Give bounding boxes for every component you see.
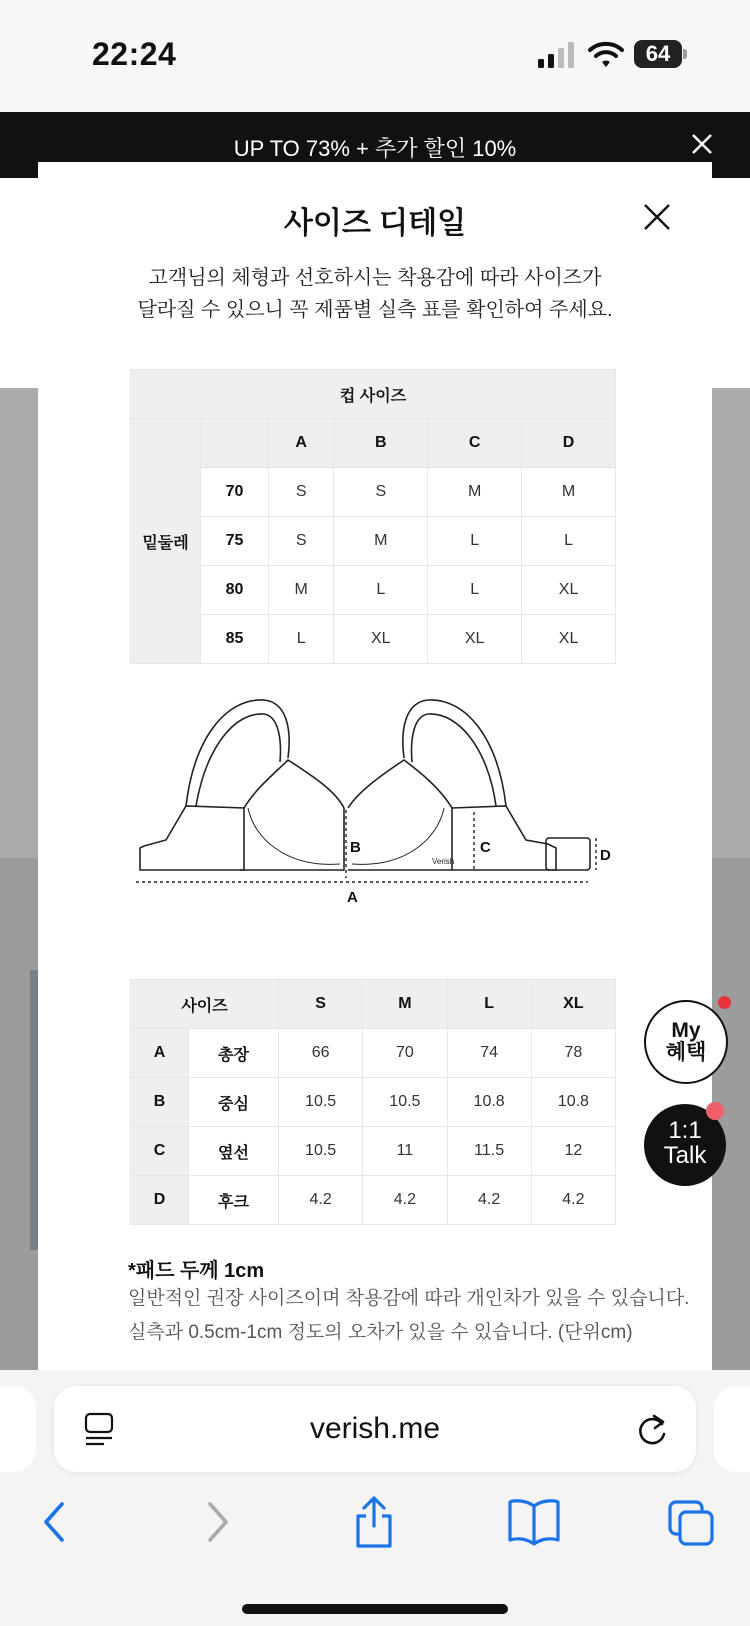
next-tab-edge[interactable] <box>714 1386 750 1472</box>
band-value: 80 <box>201 566 269 615</box>
size-cell: L <box>269 615 334 664</box>
status-time: 22:24 <box>92 36 177 72</box>
my-benefits-button[interactable] <box>644 1000 728 1084</box>
size-cell: L <box>522 517 616 566</box>
measure-cell: 12 <box>531 1127 615 1176</box>
promo-close-icon[interactable] <box>690 132 714 156</box>
cup-header: D <box>522 419 616 468</box>
cellular-signal-icon <box>538 42 574 68</box>
size-col-header: M <box>363 980 447 1029</box>
size-cell: S <box>269 468 334 517</box>
band-value: 70 <box>201 468 269 517</box>
table-row <box>131 1176 616 1225</box>
size-cell: XL <box>428 615 522 664</box>
table-row <box>131 615 616 664</box>
left-cup-base <box>240 808 344 870</box>
measure-cell: 10.8 <box>531 1078 615 1127</box>
measure-name: 중심 <box>189 1078 279 1127</box>
left-wing <box>140 806 244 870</box>
url-text[interactable]: verish.me <box>309 1412 441 1445</box>
forward-icon[interactable] <box>186 1494 246 1550</box>
battery-icon <box>634 40 686 68</box>
talk-line2: Talk <box>663 1142 707 1169</box>
share-icon[interactable] <box>344 1494 404 1550</box>
modal-description <box>38 262 712 326</box>
table-row <box>131 1127 616 1176</box>
size-cell: M <box>334 517 428 566</box>
diagram-label-a: A <box>347 889 358 906</box>
measure-cell: 11.5 <box>447 1127 531 1176</box>
measure-cell: 4.2 <box>279 1176 363 1225</box>
measure-cell: 4.2 <box>447 1176 531 1225</box>
size-cell: L <box>428 517 522 566</box>
size-cell: S <box>334 468 428 517</box>
table-row <box>131 566 616 615</box>
size-cell: M <box>269 566 334 615</box>
table-row <box>131 1078 616 1127</box>
note-line: 실측과 0.5cm-1cm 정도의 오차가 있을 수 있습니다. (단위cm) <box>128 1322 633 1343</box>
diagram-label-d: D <box>600 847 611 864</box>
size-cell: S <box>269 517 334 566</box>
size-cell: L <box>334 566 428 615</box>
right-strap <box>403 700 506 806</box>
cup-header: B <box>334 419 428 468</box>
battery-level: 64 <box>634 40 682 68</box>
battery-tip <box>683 49 687 59</box>
band-value: 75 <box>201 517 269 566</box>
promo-text: UP TO 73% + 추가 할인 10% <box>233 136 517 161</box>
browser-toolbar <box>0 1370 750 1626</box>
size-notes <box>128 1282 689 1350</box>
measure-code: B <box>131 1078 189 1127</box>
size-col-header: S <box>279 980 363 1029</box>
measure-cell: 78 <box>531 1029 615 1078</box>
measure-code: A <box>131 1029 189 1078</box>
measure-cell: 11 <box>363 1127 447 1176</box>
cup-size-title: 컵 사이즈 <box>131 370 616 419</box>
measure-cell: 4.2 <box>363 1176 447 1225</box>
measure-cell: 10.5 <box>279 1127 363 1176</box>
cup-header: C <box>428 419 522 468</box>
size-detail-modal <box>38 162 712 1370</box>
left-cup-top <box>244 760 344 808</box>
measure-code: C <box>131 1127 189 1176</box>
talk-notification-dot <box>706 1102 724 1120</box>
measure-name: 총장 <box>189 1029 279 1078</box>
tabs-icon[interactable] <box>664 1494 724 1550</box>
corner-cell <box>201 419 269 468</box>
measure-name: 후크 <box>189 1176 279 1225</box>
note-line: 일반적인 권장 사이즈이며 착용감에 따라 개인차가 있을 수 있습니다. <box>128 1288 690 1309</box>
size-cell: L <box>428 566 522 615</box>
back-icon[interactable] <box>26 1494 86 1550</box>
measure-code: D <box>131 1176 189 1225</box>
notification-dot <box>718 996 731 1009</box>
size-col-header: L <box>447 980 531 1029</box>
right-wing <box>452 806 556 870</box>
measure-cell: 74 <box>447 1029 531 1078</box>
previous-tab-edge[interactable] <box>0 1386 36 1472</box>
diagram-label-c: C <box>480 839 491 856</box>
measure-cell: 10.8 <box>447 1078 531 1127</box>
band-header: 밑둘레 <box>131 419 201 664</box>
close-icon[interactable] <box>642 202 672 232</box>
measure-cell: 4.2 <box>531 1176 615 1225</box>
my-benefits-line2: 혜택 <box>665 1041 707 1064</box>
measure-cell: 10.5 <box>279 1078 363 1127</box>
right-strap-inner <box>412 714 496 806</box>
description-line: 달라질 수 있으니 꼭 제품별 실측 표를 확인하여 주세요. <box>137 299 613 321</box>
size-cell: M <box>522 468 616 517</box>
diagram-label-b: B <box>350 839 361 856</box>
size-cell: M <box>428 468 522 517</box>
band-value: 85 <box>201 615 269 664</box>
hook-panel <box>546 838 590 870</box>
bookmarks-icon[interactable] <box>504 1494 564 1550</box>
measure-cell: 10.5 <box>363 1078 447 1127</box>
size-header: 사이즈 <box>131 980 279 1029</box>
my-benefits-line1: My <box>671 1019 701 1042</box>
measure-cell: 66 <box>279 1029 363 1078</box>
cup-header: A <box>269 419 334 468</box>
table-row <box>131 1029 616 1078</box>
talk-line1: 1:1 <box>668 1117 702 1144</box>
right-cup-top <box>348 760 452 808</box>
pad-thickness-note: *패드 두께 1cm <box>128 1260 265 1282</box>
left-strap-inner <box>196 714 280 806</box>
diagram-brand: Verish <box>432 857 455 866</box>
table-row <box>131 468 616 517</box>
wifi-icon <box>588 40 624 68</box>
cup-size-table <box>130 369 616 664</box>
bra-measurement-diagram <box>136 688 676 926</box>
size-cell: XL <box>334 615 428 664</box>
size-cell: XL <box>522 566 616 615</box>
description-line: 고객님의 체형과 선호하시는 착용감에 따라 사이즈가 <box>148 267 602 289</box>
left-strap <box>186 700 289 806</box>
reload-icon[interactable] <box>634 1410 670 1448</box>
size-col-header: XL <box>531 980 615 1029</box>
modal-title: 사이즈 디테일 <box>283 207 467 240</box>
home-indicator <box>242 1604 508 1614</box>
status-bar <box>0 0 750 112</box>
measure-cell: 70 <box>363 1029 447 1078</box>
size-cell: XL <box>522 615 616 664</box>
measurement-table <box>130 979 616 1225</box>
address-bar[interactable] <box>54 1386 696 1472</box>
table-row <box>131 517 616 566</box>
measure-name: 옆선 <box>189 1127 279 1176</box>
